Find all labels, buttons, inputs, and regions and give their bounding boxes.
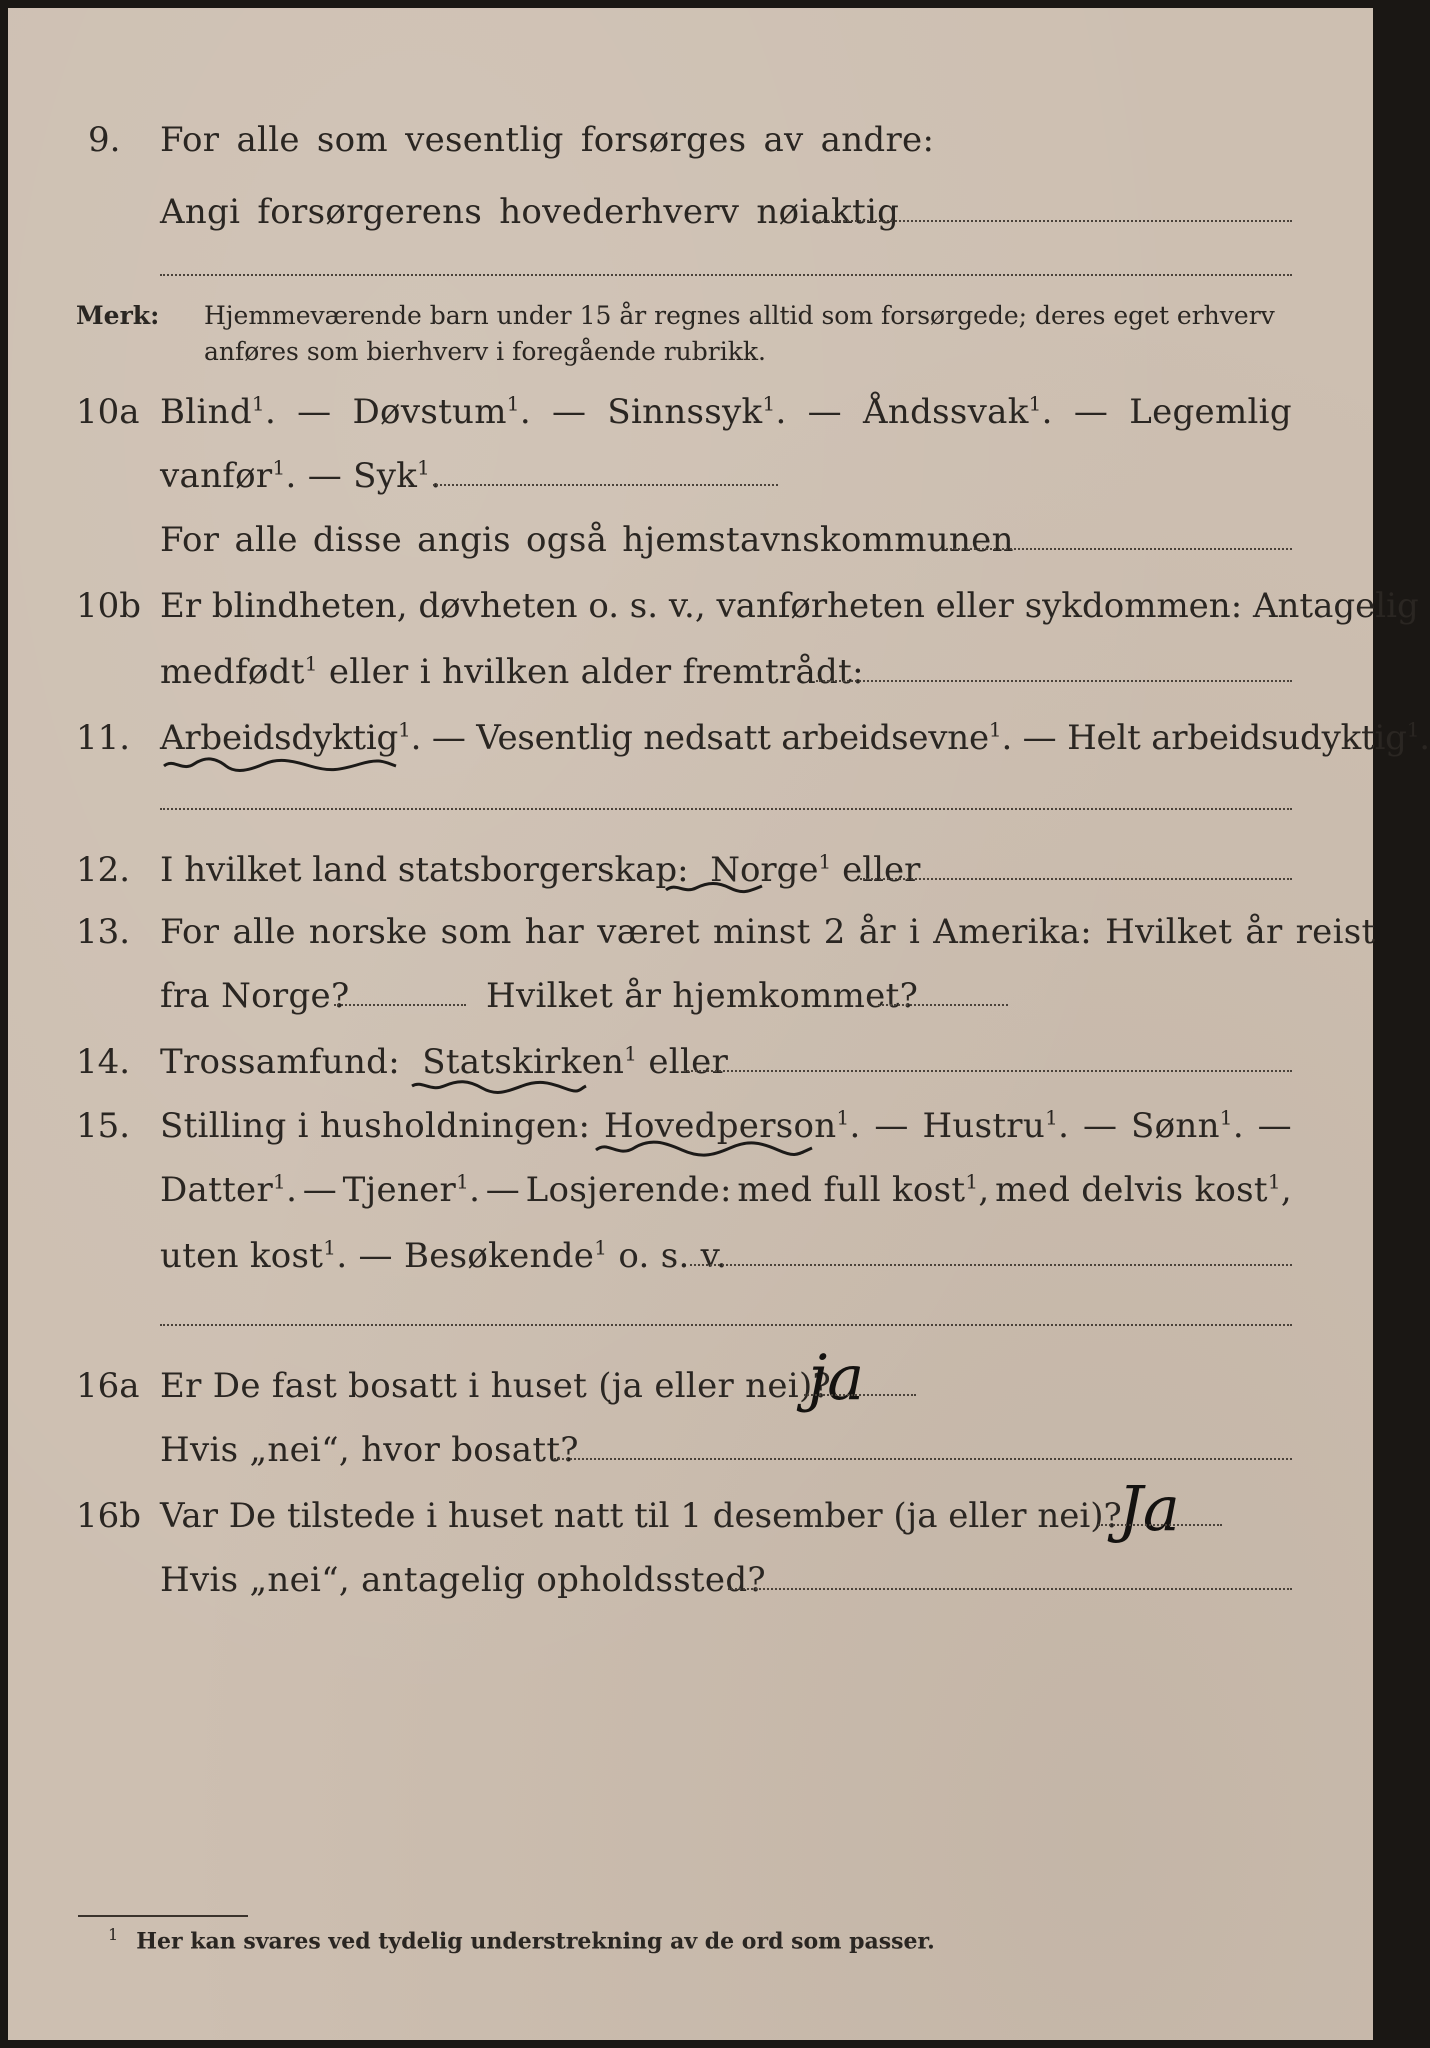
merk-line1: Hjemmeværende barn under 15 år regnes alltid som forsørgede; deres eget erhverv: [204, 301, 1275, 330]
footnote-rule: [78, 1915, 248, 1917]
item-number-16a: 16a: [76, 1366, 140, 1406]
handwritten-underline-arbeidsdyktig: [160, 754, 400, 776]
q12-answer-line: [860, 878, 1292, 880]
q16a-bosatt-line: [554, 1458, 1292, 1460]
q16b-line2: Hvis „nei“, antagelig opholdssted?: [160, 1560, 766, 1600]
handwritten-underline-norge: [664, 878, 764, 898]
q9-line2: Angi forsørgerens hovederhverv nøiaktig: [160, 192, 900, 232]
item-number-10b: 10b: [76, 586, 142, 626]
census-form-page: [8, 8, 1430, 2040]
q13-line2a: fra Norge?: [160, 976, 350, 1016]
q13-line2b: Hvilket år hjemkommet?: [486, 976, 919, 1016]
q10a-hjemstavn-line: [946, 548, 1292, 550]
q10a-line3: For alle disse angis også hjemstavnskommunen: [160, 520, 1014, 560]
q11-answer-line: [160, 808, 1292, 810]
q15-hovedperson: Hovedperson$^1$.: [604, 1105, 861, 1146]
q16a-answer-line: [804, 1394, 916, 1396]
q9-answer-line-2: [160, 274, 1292, 276]
q16b-answer-line: [1098, 1524, 1222, 1526]
footnote: $^1$ Her kan svares ved tydelig understrekning av de ord som passer.: [108, 1925, 935, 1955]
item-number-13: 13.: [76, 912, 131, 952]
q9-line1: For alle som vesentlig forsørges av andre:: [160, 120, 935, 160]
q15-line1: Stilling i husholdningen: Hovedperson$^1$. — Hustru$^1$. — Sønn$^1$. —: [160, 1105, 1292, 1146]
item-number-14: 14.: [76, 1042, 131, 1082]
q12-line: I hvilket land statsborgerskap: Norge$^1$ eller: [160, 849, 921, 890]
q10b-answer-line: [816, 680, 1292, 682]
q10a-line2: vanfør$^1$. — Syk$^1$.: [160, 455, 442, 496]
q12-norge: Norge$^1$: [710, 849, 832, 890]
q16a-handwritten-answer: ja: [808, 1341, 865, 1414]
item-number-9: 9.: [88, 120, 121, 160]
handwritten-underline-hovedperson: [594, 1138, 814, 1162]
merk-line2: anføres som bierhverv i foregående rubrikk.: [204, 337, 766, 366]
q16b-line1: Var De tilstede i huset natt til 1 desember (ja eller nei)?: [160, 1496, 1122, 1536]
item-number-10a: 10a: [76, 392, 140, 432]
q16a-line2: Hvis „nei“, hvor bosatt?: [160, 1430, 579, 1470]
q13-hjemkommet-line: [878, 1004, 1008, 1006]
q11-arbeidsdyktig: Arbeidsdyktig$^1$: [160, 717, 411, 758]
item-number-15: 15.: [76, 1106, 131, 1146]
q10b-line1: Er blindheten, døvheten o. s. v., vanførheten eller sykdommen: Antagelig: [160, 586, 1419, 626]
q13-line1: For alle norske som har været minst 2 år i Amerika: Hvilket år reist: [160, 912, 1376, 952]
q15-answer-line-1: [690, 1264, 1292, 1266]
q13-reist-line: [334, 1004, 466, 1006]
q16a-line1: Er De fast bosatt i huset (ja eller nei)?: [160, 1366, 832, 1406]
q14-line: Trossamfund: Statskirken$^1$ eller: [160, 1041, 729, 1082]
item-number-11: 11.: [76, 718, 131, 758]
q14-statskirken: Statskirken$^1$: [422, 1041, 638, 1082]
q16b-opholdssted-line: [728, 1588, 1292, 1590]
q14-answer-line: [684, 1070, 1292, 1072]
q9-answer-line-1: [816, 220, 1292, 222]
merk-label: Merk:: [76, 301, 160, 330]
q11-line1: Arbeidsdyktig$^1$. — Vesentlig nedsatt arbeidsevne$^1$. — Helt arbeidsudyktig$^1$.: [160, 717, 1430, 758]
handwritten-underline-statskirken: [408, 1076, 588, 1098]
q10a-syk-line: [433, 484, 778, 486]
q15-line2: Datter$^1$. — Tjener$^1$. — Losjerende: med full kost$^1$, med delvis kost$^1$,: [160, 1169, 1292, 1210]
item-number-16b: 16b: [76, 1496, 142, 1536]
q10b-line2: medfødt$^1$ eller i hvilken alder fremtrådt:: [160, 651, 864, 692]
item-number-12: 12.: [76, 850, 131, 890]
q10a-line1: Blind$^1$. — Døvstum$^1$. — Sinnssyk$^1$. — Åndssvak$^1$. — Legemlig: [160, 391, 1292, 432]
q15-answer-line-2: [160, 1324, 1292, 1326]
q16b-handwritten-answer: Ja: [1118, 1472, 1180, 1545]
q15-line3: uten kost$^1$. — Besøkende$^1$ o. s. v.: [160, 1235, 728, 1276]
